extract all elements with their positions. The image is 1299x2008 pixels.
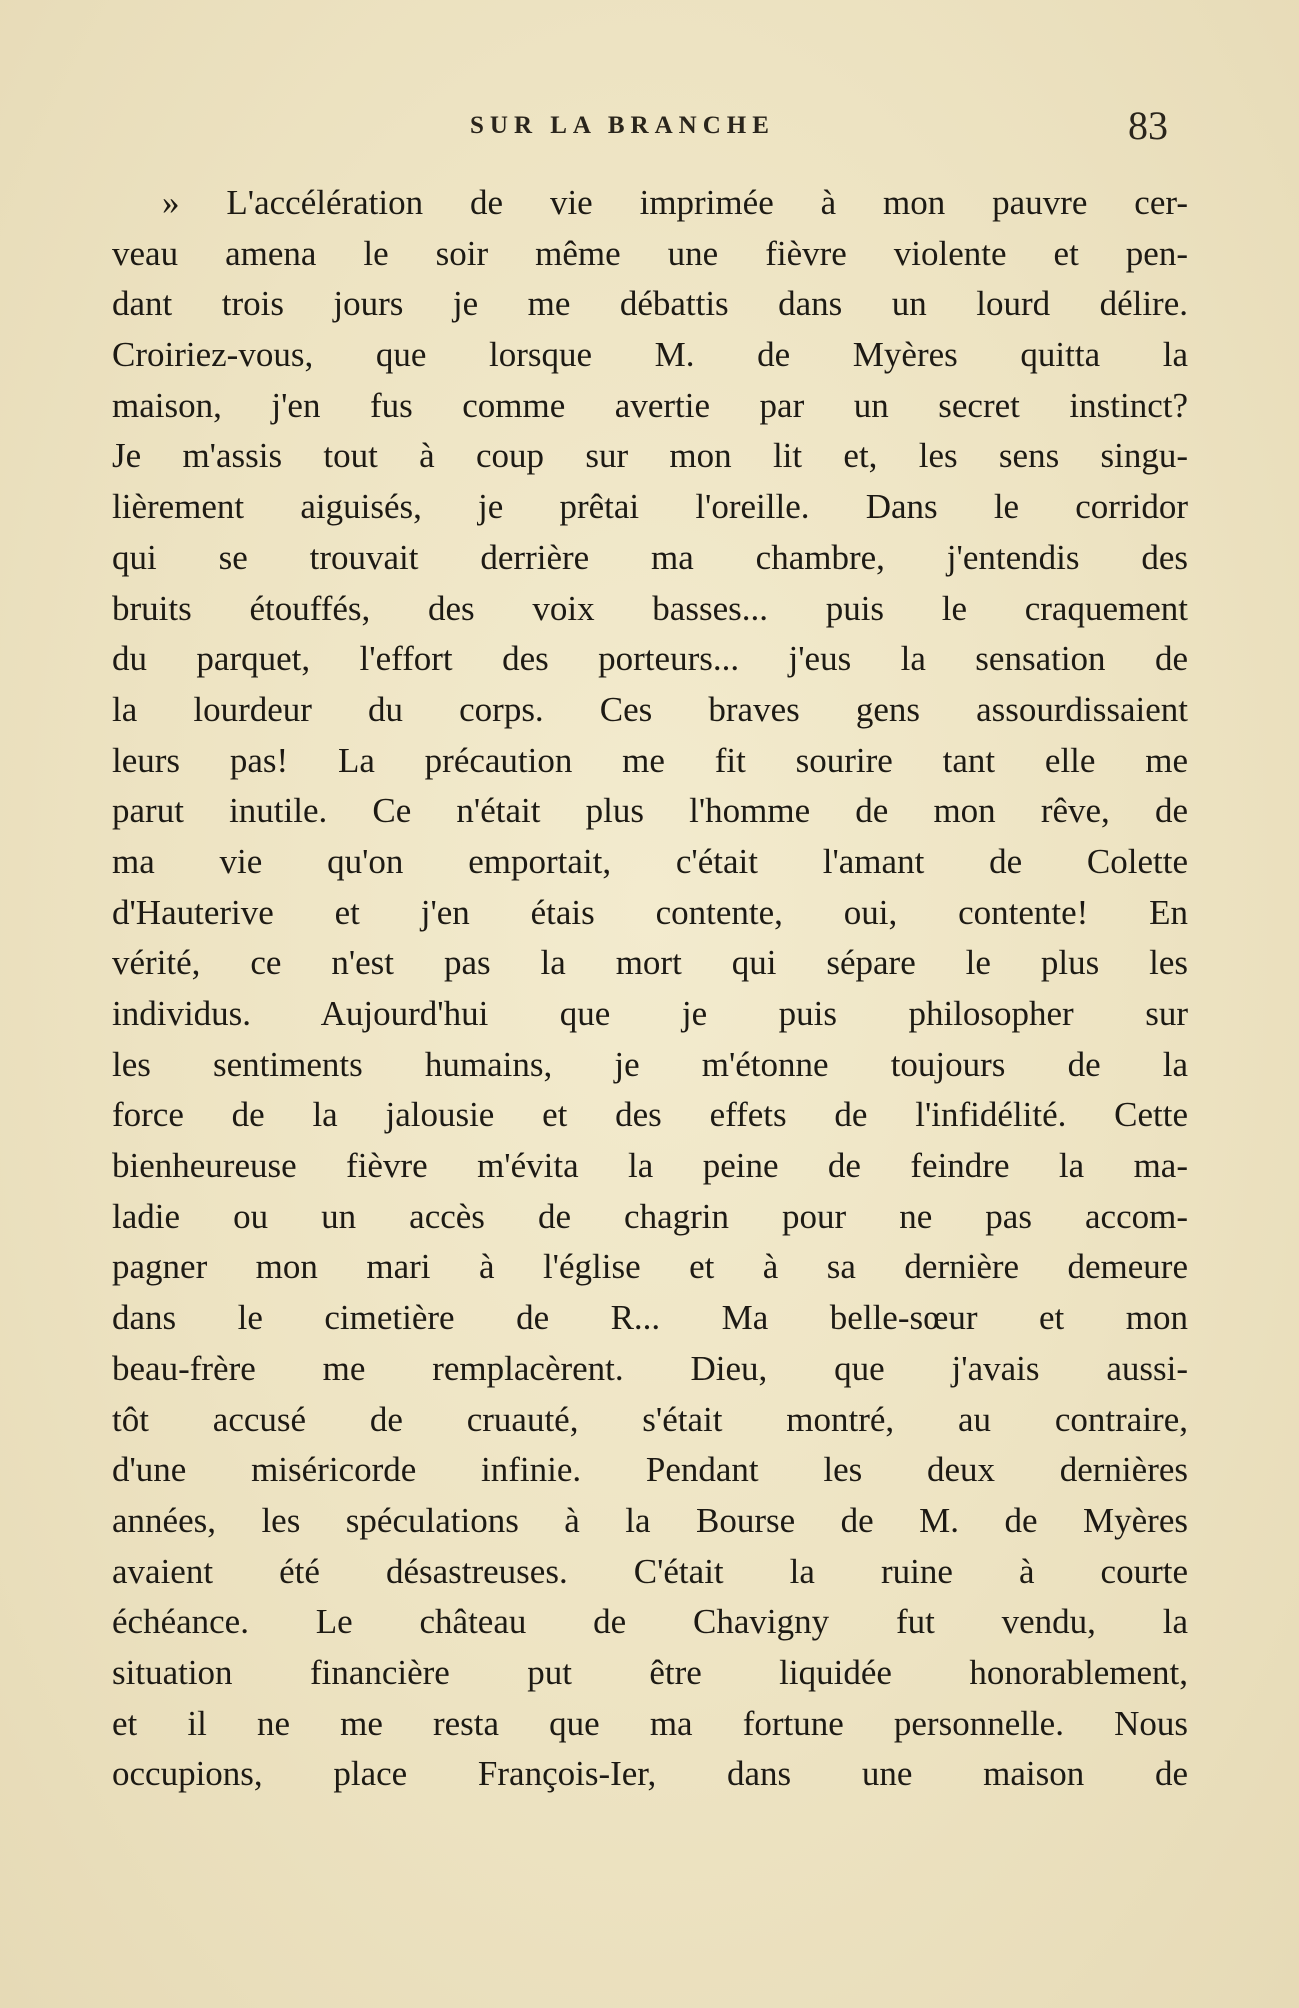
text-line: d'une miséricorde infinie. Pendant les deux dernières <box>112 1450 1188 1490</box>
text-line: les sentiments humains, je m'étonne toujours de la <box>112 1044 1188 1084</box>
text-line: pagner mon mari à l'église et à sa dernière demeure <box>112 1247 1188 1287</box>
text-line: force de la jalousie et des effets de l'infidélité. Cette <box>112 1095 1188 1135</box>
text-line: ma vie qu'on emportait, c'était l'amant de Colette <box>112 841 1188 881</box>
text-line: tôt accusé de cruauté, s'était montré, au contraire, <box>112 1399 1188 1439</box>
text-line: beau-frère me remplacèrent. Dieu, que j'avais aussi- <box>112 1348 1188 1388</box>
running-head <box>0 103 1299 148</box>
text-line: et il ne me resta que ma fortune personnelle. Nous <box>112 1703 1188 1743</box>
text-line: individus. Aujourd'hui que je puis philosopher sur <box>112 994 1188 1033</box>
text-line: bienheureuse fièvre m'évita la peine de feindre la ma- <box>112 1146 1188 1186</box>
text-line: leurs pas! La précaution me fit sourire tant elle me <box>112 740 1188 780</box>
text-line: maison, j'en fus comme avertie par un secret instinct? <box>112 385 1188 425</box>
text-line: dans le cimetière de R... Ma belle-sœur et mon <box>112 1298 1188 1338</box>
text-line: années, les spéculations à la Bourse de M. de Myères <box>112 1500 1188 1540</box>
text-line: Je m'assis tout à coup sur mon lit et, les sens singu- <box>112 436 1188 476</box>
text-line: qui se trouvait derrière ma chambre, j'entendis des <box>112 537 1188 577</box>
running-title: SUR LA BRANCHE <box>470 112 775 139</box>
text-line: bruits étouffés, des voix basses... puis le craquement <box>112 588 1188 628</box>
text-line: » L'accélération de vie imprimée à mon pauvre cer- <box>162 183 1188 222</box>
text-line: vérité, ce n'est pas la mort qui sépare le plus les <box>112 943 1188 983</box>
text-line: ladie ou un accès de chagrin pour ne pas accom- <box>112 1196 1188 1236</box>
text-line: d'Hauterive et j'en étais contente, oui, contente! En <box>112 892 1188 932</box>
text-line: avaient été désastreuses. C'était la ruine à courte <box>112 1551 1188 1591</box>
text-line: dant trois jours je me débattis dans un lourd délire. <box>112 284 1188 324</box>
text-line: la lourdeur du corps. Ces braves gens assourdissaient <box>112 689 1188 729</box>
text-line: lièrement aiguisés, je prêtai l'oreille. Dans le corridor <box>112 487 1188 527</box>
text-line: veau amena le soir même une fièvre violente et pen- <box>112 233 1188 273</box>
text-line: occupions, place François-Ier, dans une maison de <box>112 1754 1188 1794</box>
page-number: 83 <box>1128 103 1168 148</box>
text-line: situation financière put être liquidée honorablement, <box>112 1652 1188 1692</box>
text-line: échéance. Le château de Chavigny fut vendu, la <box>112 1602 1188 1642</box>
text-line: du parquet, l'effort des porteurs... j'eus la sensation de <box>112 639 1188 679</box>
body-text <box>112 178 1188 1800</box>
text-line: parut inutile. Ce n'était plus l'homme de mon rêve, de <box>112 791 1188 831</box>
text-line: Croiriez-vous, que lorsque M. de Myères quitta la <box>112 335 1188 375</box>
